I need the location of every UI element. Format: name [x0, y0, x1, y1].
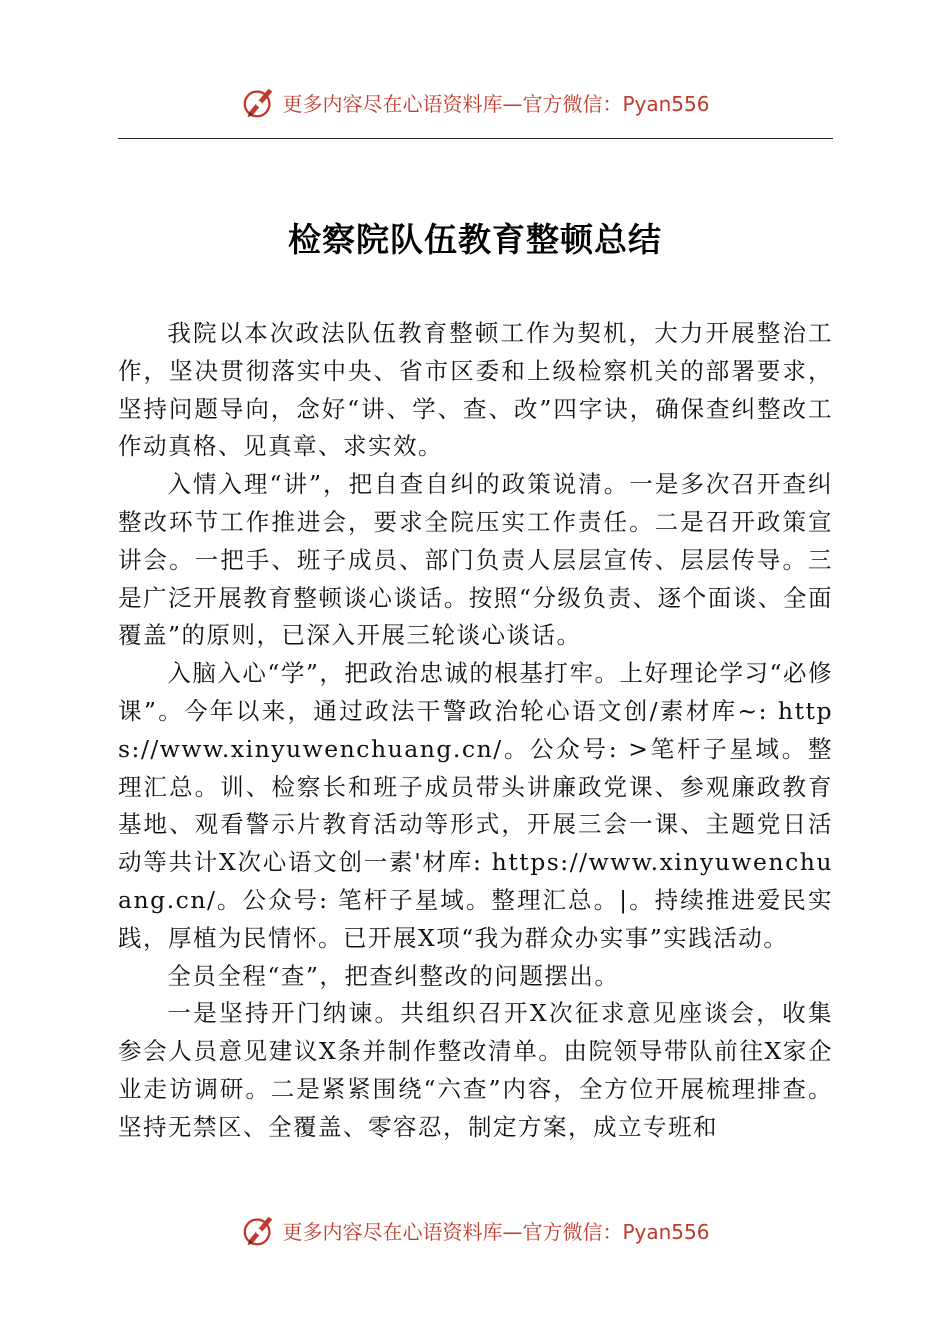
- paragraph: 一是坚持开门纳谏。共组织召开X次征求意见座谈会，收集参会人员意见建议X条并制作整改清单。由院领导带队前往X家企业走访调研。二是紧紧围绕“六查”内容，全方位开展梳理排查。坚持无禁区、全覆盖、零容忍，制定方案，成立专班和: [118, 999, 833, 1141]
- pen-logo-icon: [240, 83, 278, 121]
- header-divider: [118, 138, 833, 139]
- pen-logo-icon: [240, 1211, 278, 1249]
- paragraph: 入脑入心“学”，把政治忠诚的根基打牢。上好理论学习“必修课”。今年以来，通过政法干警政治轮心语文创/素材库~: https://www.xinyuwenchuang.cn/。公众号: >笔杆子星域。整理汇总。训、检察长和班子成员带头讲廉政党课、参观廉政教育基地、观看警示片教育活动等形式，开展三会一课、主题党日活动等共计X次心语文创一素'材库: https://www.xinyuwenchuang.cn/。公众号: 笔杆子星域。整理汇总。|。持续推进爱民实践，厚植为民情怀。已开展X项“我为群众办实事”实践活动。: [118, 659, 833, 952]
- paragraph: 我院以本次政法队伍教育整顿工作为契机，大力开展整治工作，坚决贯彻落实中央、省市区委和上级检察机关的部署要求，坚持问题导向，念好“讲、学、查、改”四字诀，确保查纠整改工作动真格、见真章、求实效。: [118, 319, 833, 461]
- banner-text: 更多内容尽在心语资料库—官方微信：Pyan556: [282, 1219, 710, 1244]
- document-body: [118, 315, 833, 1147]
- document-title: 检察院队伍教育整顿总结: [288, 220, 662, 259]
- banner-text: 更多内容尽在心语资料库—官方微信：Pyan556: [282, 91, 710, 116]
- paragraph: 全员全程“查”，把查纠整改的问题摆出。: [167, 961, 620, 990]
- paragraph: 入情入理“讲”，把自查自纠的政策说清。一是多次召开查纠整改环节工作推进会，要求全院压实工作责任。二是召开政策宣讲会。一把手、班子成员、部门负责人层层宣传、层层传导。三是广泛开展教育整顿谈心谈话。按照“分级负责、逐个面谈、全面覆盖”的原则，已深入开展三轮谈心谈话。: [118, 470, 833, 650]
- footer-banner: [0, 1208, 950, 1252]
- header-banner: [0, 80, 950, 124]
